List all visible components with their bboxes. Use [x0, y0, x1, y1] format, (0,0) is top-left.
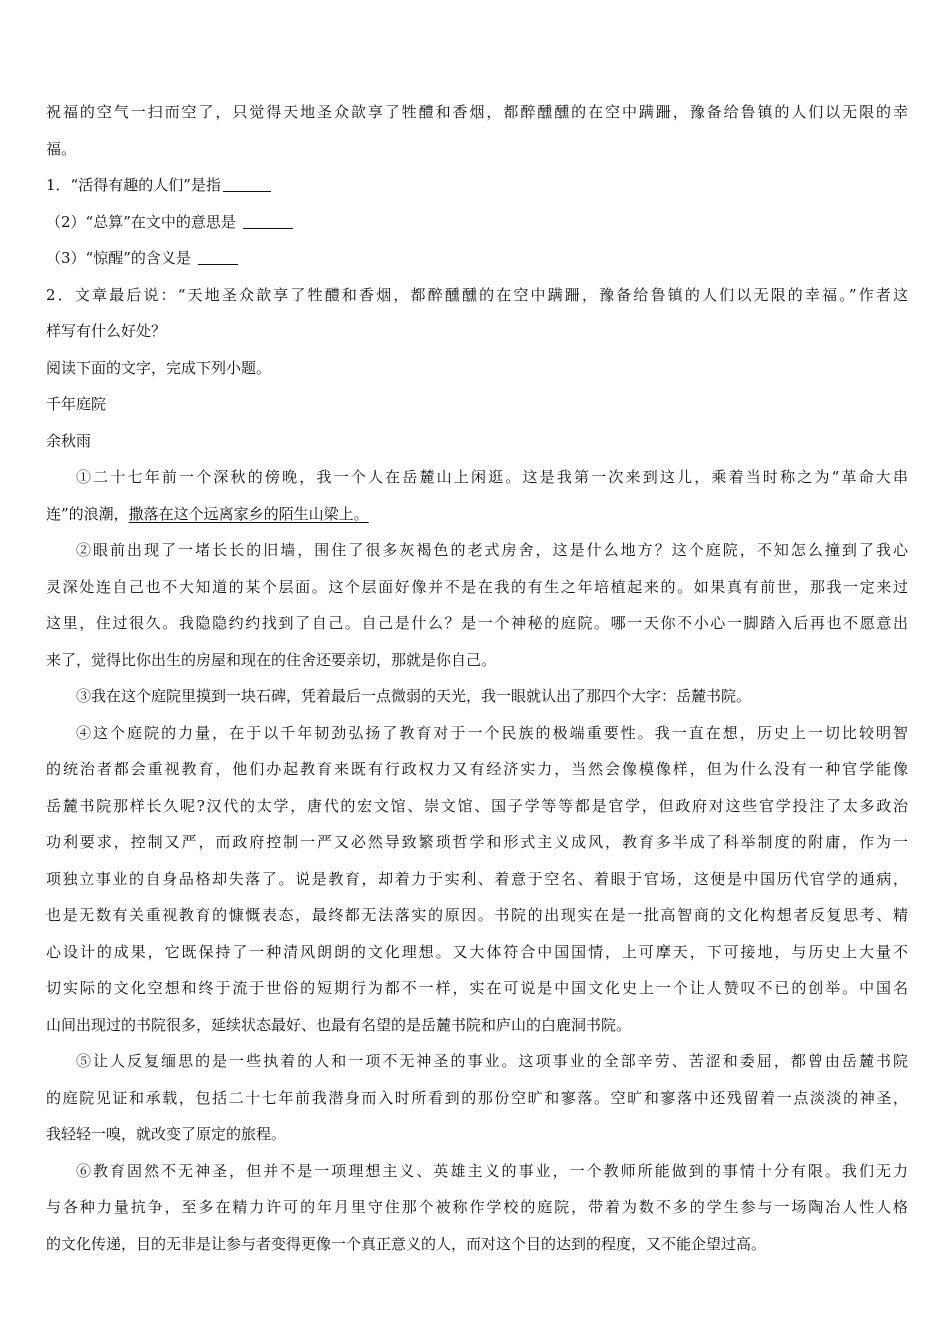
question-1 [46, 167, 908, 204]
article-author: 余秋雨 [46, 431, 92, 450]
paragraph-4-line-5: 项独立事业的自身品格却失落了。说是教育，却着力于实利、着意于空名、着眼于官场，这便是中国历代官学的通病， [46, 869, 908, 888]
question-2-line-1: 2．文章最后说：“天地圣众歆享了牲醴和香烟，都醉醺醺的在空中蹒跚，豫备给鲁镇的人们以无限的幸福。”作者这 [46, 285, 908, 304]
paragraph-5-line-2: 的庭院见证和承载，包括二十七年前我潜身而入时所看到的那份空旷和寥落。空旷和寥落中还残留着一点淡淡的神圣， [46, 1088, 908, 1107]
question-1-3 [46, 240, 908, 277]
intro-line-2: 福。 [46, 139, 77, 158]
question-2-line-2: 样写有什么好处？ [46, 322, 167, 340]
question-1-2 [46, 204, 908, 241]
paragraph-4-line-3: 岳麓书院那样长久呢?汉代的太学，唐代的宏文馆、崇文馆、国子学等等都是官学，但政府对这些官学投注了太多政治 [46, 796, 908, 815]
intro-line-1: 祝福的空气一扫而空了，只觉得天地圣众歆享了牲醴和香烟，都醉醺醺的在空中蹒跚，豫备给鲁镇的人们以无限的幸 [46, 103, 908, 121]
paragraph-4-line-7: 心设计的成果，它既保持了一种清风朗朗的文化理想。又大体符合中国国情，上可摩天，下可接地，与历史上大量不 [46, 942, 908, 961]
paragraph-2-line-3: 这里，住过很久。我隐隐约约找到了自己。自己是什么？是一个神秘的庭院。哪一天你不小心一脚踏入后再也不愿意出 [46, 614, 908, 632]
paragraph-1-text: 连”的浪潮， [46, 504, 129, 523]
question-1-2-text: （2）“总算”在文中的意思是 [46, 212, 241, 231]
paragraph-4-line-1: ④这个庭院的力量，在于以千年韧劲弘扬了教育对于一个民族的极端重要性。我一直在想，历史上一切比较明智 [76, 723, 908, 742]
paragraph-4-line-6: 也是无数有关重视教育的慷慨表态，最终都无法落实的原因。书院的出现实在是一批高智商的文化构想者反复思考、精 [46, 906, 908, 924]
reading-instruction: 阅读下面的文字，完成下列小题。 [46, 358, 272, 377]
paragraph-3-line-1: ③我在这个庭院里摸到一块石碑，凭着最后一点微弱的天光，我一眼就认出了那四个大字：岳麓书院。 [76, 687, 752, 705]
paragraph-1-line-1: ①二十七年前一个深秋的傍晚，我一个人在岳麓山上闲逛。这是我第一次来到这儿，乘着当时称之为“革命大串 [76, 468, 908, 486]
paragraph-4-line-8: 切实际的文化空想和终于流于世俗的短期行为都不一样，实在可说是中国文化史上一个让人赞叹不已的创举。中国名 [46, 979, 908, 997]
question-1-text: 1．“活得有趣的人们”是指 [46, 176, 221, 194]
paragraph-4-line-4: 功利要求，控制又严，而政府控制一严又必然导致繁琐哲学和形式主义成风，教育多半成了科举制度的附庸，作为一 [46, 833, 908, 851]
paragraph-1-line-2 [46, 496, 908, 533]
paragraph-2-line-1: ②眼前出现了一堵长长的旧墙，围住了很多灰褐色的老式房舍，这是什么地方？这个庭院，不知怎么撞到了我心 [76, 541, 908, 559]
underlined-sentence: 撒落在这个远离家乡的陌生山梁上。 [128, 504, 369, 523]
paragraph-2-line-4: 来了，觉得比你出生的房屋和现在的住舍还要亲切，那就是你自己。 [46, 650, 497, 669]
answer-blank-1[interactable] [223, 176, 271, 192]
paragraph-5-line-3: 我轻轻一嗅，就改变了原定的旅程。 [46, 1125, 287, 1143]
paragraph-6-line-2: 与各种力量抗争，至多在精力许可的年月里守住那个被称作学校的庭院，带着为数不多的学生参与一场陶冶人性人格 [46, 1198, 908, 1216]
paragraph-4-line-9: 山间出现过的书院很多，延续状态最好、也最有名望的是岳麓书院和庐山的白鹿洞书院。 [46, 1015, 632, 1034]
paragraph-5-line-1: ⑤让人反复缅思的是一些执着的人和一项不无神圣的事业。这项事业的全部辛劳、苦涩和委屈，都曾由岳麓书院 [76, 1052, 908, 1070]
question-1-3-text: （3）“惊醒”的含义是 [46, 249, 196, 267]
answer-blank-2[interactable] [243, 213, 293, 229]
document-page [46, 94, 908, 1262]
article-title: 千年庭院 [46, 395, 107, 413]
paragraph-4-line-2: 的统治者都会重视教育，他们办起教育来既有行政权力又有经济实力，当然会像模像样，但为什么没有一种官学能像 [46, 760, 908, 778]
answer-blank-3[interactable] [198, 249, 238, 265]
paragraph-6-line-3: 的文化传递，目的无非是让参与者变得更像一个真正意义的人，而对这个目的达到的程度，又不能企望过高。 [46, 1234, 767, 1253]
paragraph-6-line-1: ⑥教育固然不无神圣，但并不是一项理想主义、英雄主义的事业，一个教师所能做到的事情十分有限。我们无力 [76, 1161, 908, 1180]
paragraph-2-line-2: 灵深处连自己也不大知道的某个层面。这个层面好像并不是在我的有生之年培植起来的。如果真有前世，那我一定来过 [46, 577, 908, 596]
